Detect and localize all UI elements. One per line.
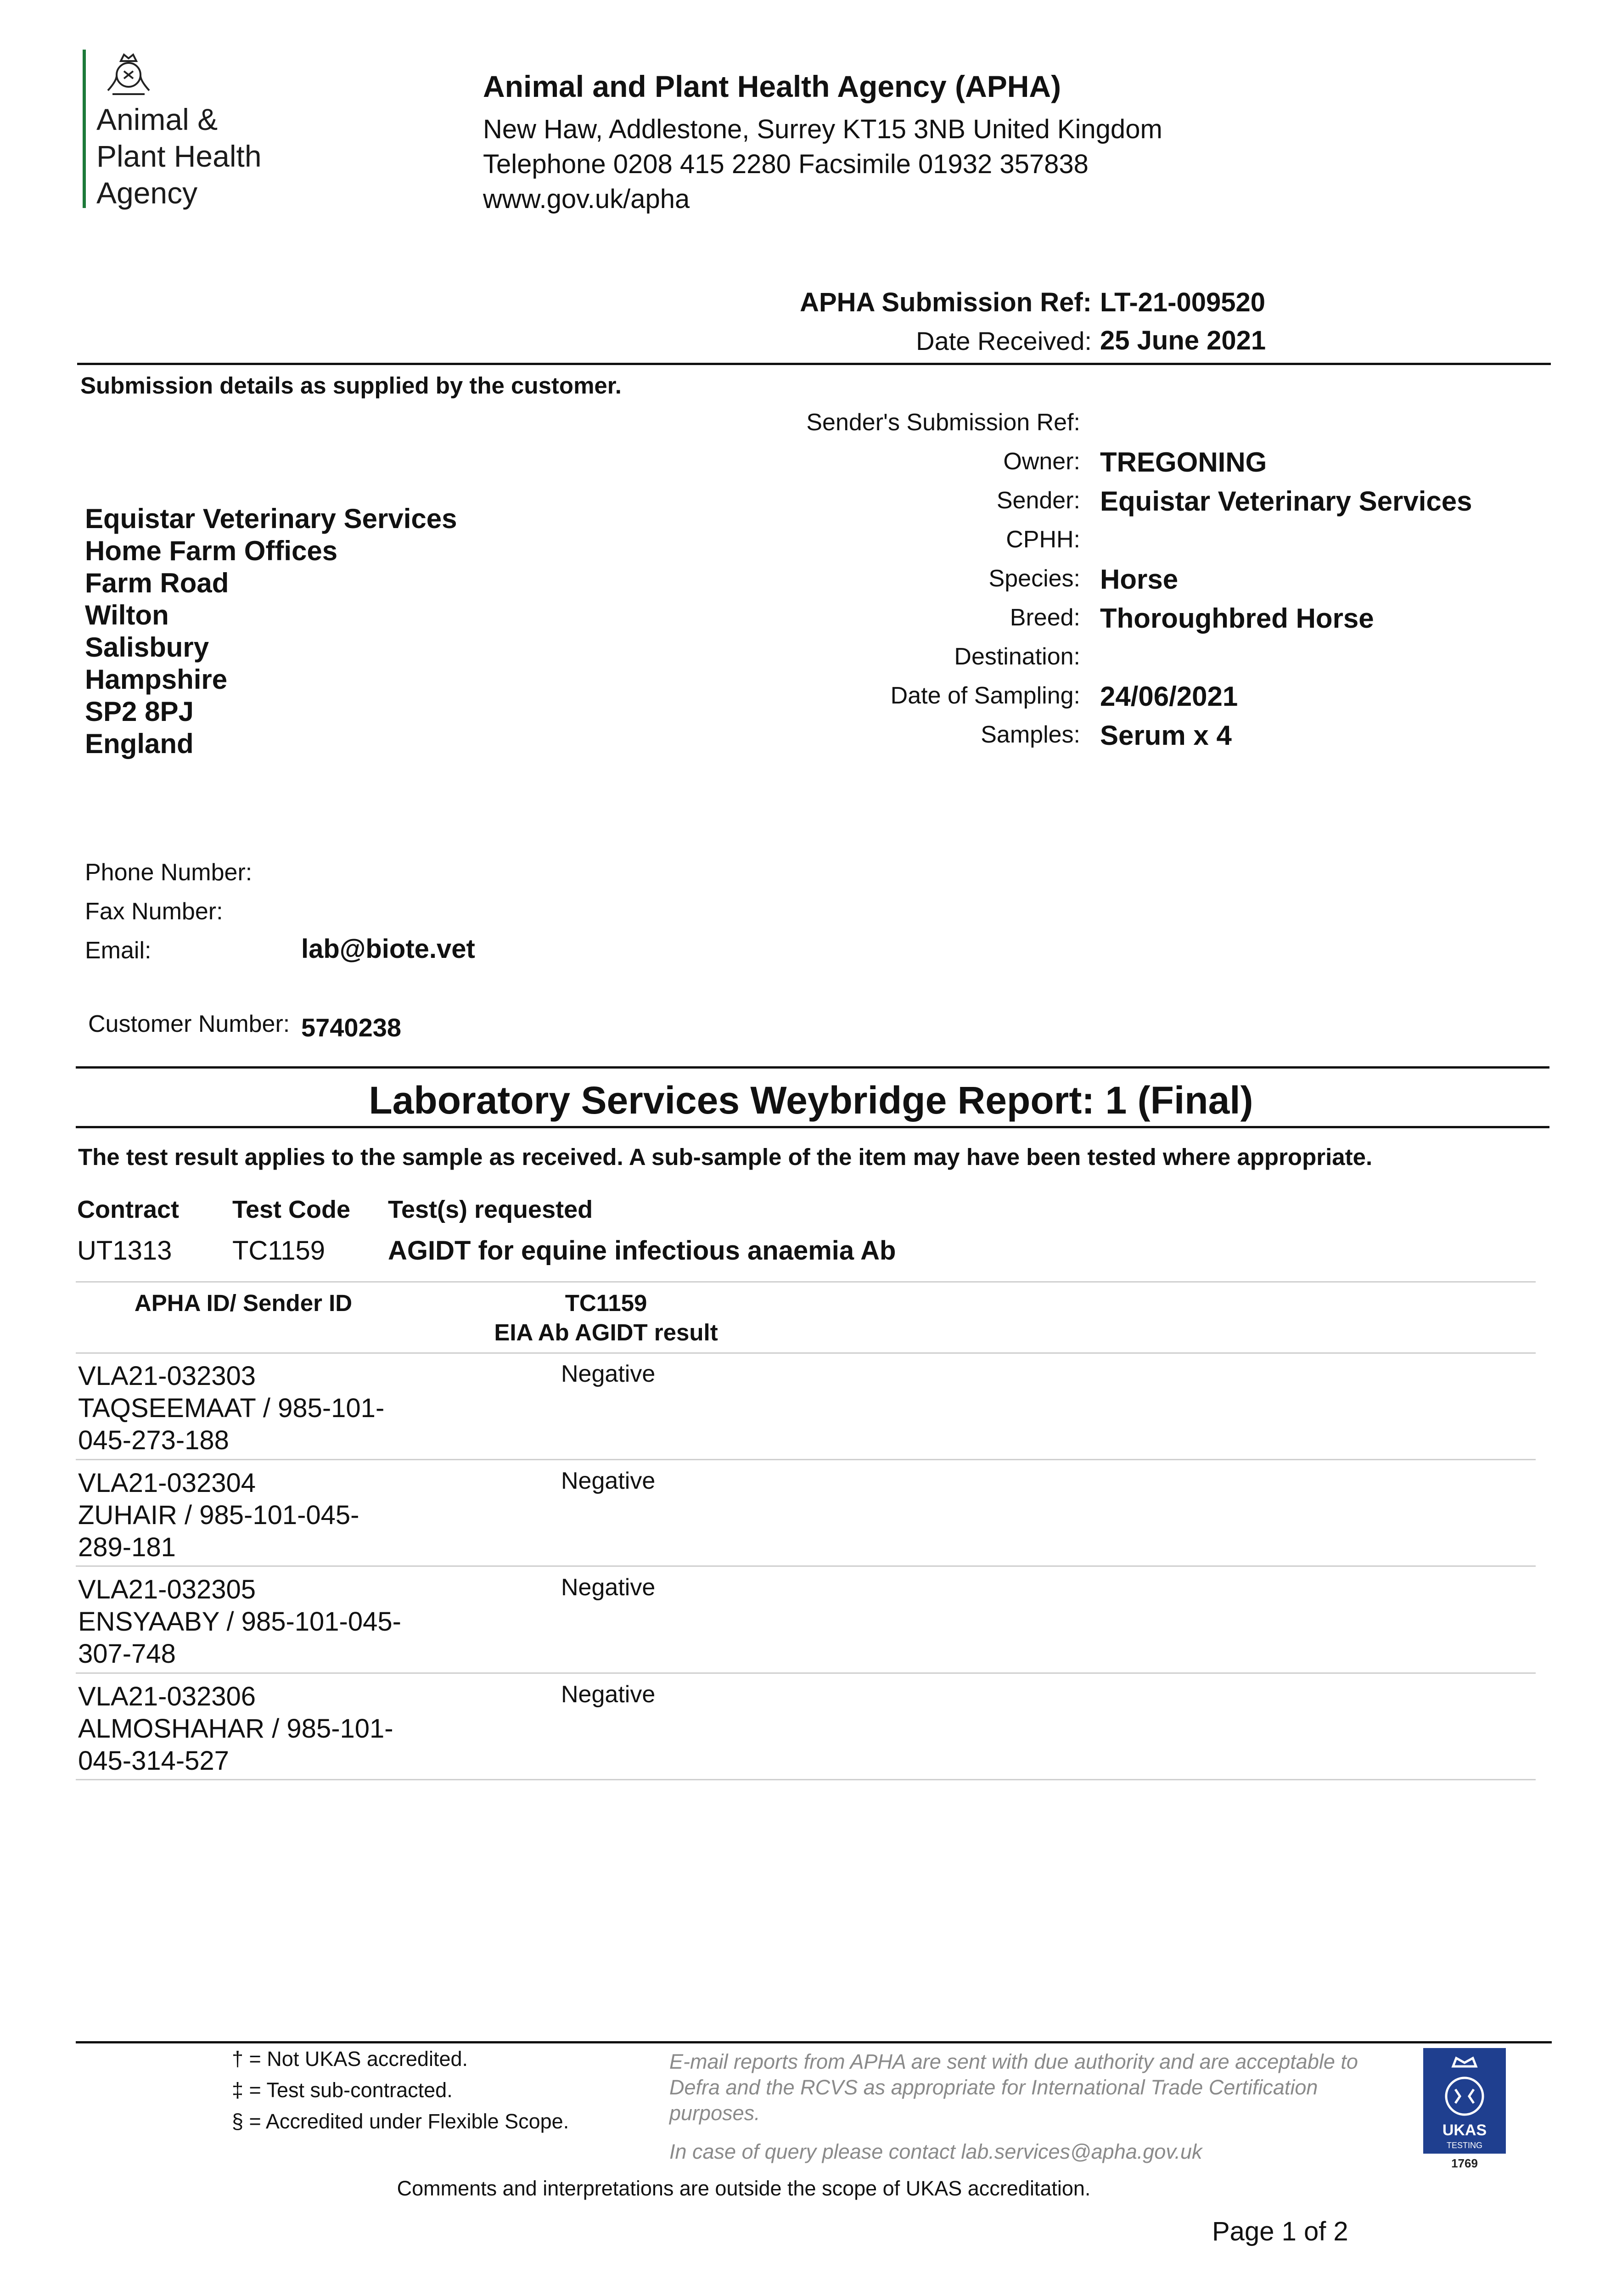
address-line: Salisbury: [85, 632, 209, 663]
table-row: [78, 1467, 491, 1564]
report-title: Laboratory Services Weybridge Report: 1 (Final): [369, 1079, 1253, 1122]
divider: [76, 1459, 1536, 1460]
divider: [76, 1281, 1536, 1283]
detail-value: Horse: [1100, 564, 1179, 595]
detail-label: Samples:: [981, 721, 1080, 748]
result-header-name: EIA Ab AGIDT result: [494, 1319, 718, 1345]
agency-logo: [96, 101, 298, 211]
tests-requested-header: Test(s) requested: [388, 1196, 593, 1223]
royal-crest-icon: [99, 48, 158, 99]
sender-id: ENSYAABY / 985-101-045-: [78, 1607, 401, 1637]
detail-label: Date of Sampling:: [890, 682, 1080, 709]
detail-label: Sender:: [996, 487, 1080, 514]
customer-number-value: 5740238: [301, 1013, 402, 1042]
address-line: Farm Road: [85, 568, 229, 598]
result-value: Negative: [561, 1681, 656, 1708]
detail-label: Sender's Submission Ref:: [806, 409, 1080, 436]
test-code-header: Test Code: [232, 1196, 351, 1223]
submission-ref-label: APHA Submission Ref:: [800, 287, 1092, 317]
test-name-value: AGIDT for equine infectious anaemia Ab: [388, 1236, 896, 1266]
result-value: Negative: [561, 1468, 656, 1494]
divider: [76, 2041, 1552, 2043]
agency-name: Animal and Plant Health Agency (APHA): [483, 69, 1061, 103]
sender-id: 307-748: [78, 1639, 176, 1669]
divider: [76, 1126, 1549, 1128]
address-line: SP2 8PJ: [85, 696, 194, 727]
sender-id: 045-314-527: [78, 1746, 229, 1776]
ukas-label: UKAS: [1442, 2122, 1487, 2139]
apha-id: VLA21-032306: [78, 1682, 256, 1711]
contract-value: UT1313: [77, 1236, 172, 1266]
detail-value: Thoroughbred Horse: [1100, 603, 1374, 634]
query-note: In case of query please contact lab.services@apha.gov.uk: [669, 2140, 1202, 2163]
address-line: Equistar Veterinary Services: [85, 503, 457, 534]
agency-address: New Haw, Addlestone, Surrey KT15 3NB United Kingdom: [483, 114, 1162, 144]
email-label: Email:: [85, 937, 152, 964]
agency-website[interactable]: www.gov.uk/apha: [483, 184, 690, 214]
apha-id: VLA21-032304: [78, 1468, 256, 1498]
apha-id: VLA21-032305: [78, 1575, 256, 1604]
footnote-subcontracted: ‡ = Test sub-contracted.: [232, 2078, 453, 2102]
logo-line: Agency: [96, 176, 198, 210]
detail-label: Species:: [988, 565, 1080, 592]
date-received-value: 25 June 2021: [1100, 326, 1266, 355]
ukas-testing-mark-icon: [1423, 2048, 1506, 2172]
submission-note: Submission details as supplied by the customer.: [80, 372, 622, 399]
agency-telephone: Telephone 0208 415 2280 Facsimile 01932 357838: [483, 149, 1089, 179]
footnote-not-ukas: † = Not UKAS accredited.: [232, 2047, 468, 2071]
table-row: [78, 1681, 491, 1777]
detail-value: Equistar Veterinary Services: [1100, 486, 1472, 517]
address-line: Wilton: [85, 600, 169, 630]
divider: [76, 1565, 1536, 1567]
divider: [76, 1066, 1549, 1069]
divider: [77, 363, 1551, 365]
address-line: Home Farm Offices: [85, 535, 338, 566]
divider: [76, 1352, 1536, 1354]
comments-note: Comments and interpretations are outside the scope of UKAS accreditation.: [397, 2177, 1091, 2200]
table-row: [78, 1360, 491, 1457]
fax-label: Fax Number:: [85, 898, 223, 925]
detail-value: Serum x 4: [1100, 720, 1232, 751]
table-row: [78, 1574, 491, 1670]
footnote-flexible-scope: § = Accredited under Flexible Scope.: [232, 2110, 569, 2133]
phone-label: Phone Number:: [85, 859, 253, 886]
contract-header: Contract: [77, 1196, 180, 1223]
sender-id: ZUHAIR / 985-101-045-: [78, 1500, 359, 1530]
apha-id: VLA21-032303: [78, 1361, 256, 1391]
email-reports-note: E-mail reports from APHA are sent with due authority and are acceptable to Defra and the RCVS as appropriate for International Trade Certification purposes.: [669, 2050, 1358, 2125]
date-received-label: Date Received:: [916, 326, 1092, 355]
logo-line: Animal &: [96, 102, 218, 136]
result-value: Negative: [561, 1574, 656, 1601]
detail-label: Owner:: [1003, 448, 1080, 475]
result-value: Negative: [561, 1361, 656, 1387]
ukas-number: 1769: [1451, 2156, 1478, 2170]
detail-label: CPHH:: [1006, 526, 1080, 553]
detail-label: Breed:: [1010, 604, 1080, 631]
divider: [76, 1779, 1536, 1780]
detail-label: Destination:: [954, 643, 1080, 670]
customer-number-label: Customer Number:: [88, 1011, 290, 1037]
submission-ref-value: LT-21-009520: [1100, 287, 1266, 317]
logo-bar: [83, 50, 86, 208]
divider: [76, 1672, 1536, 1674]
sender-id: ALMOSHAHAR / 985-101-: [78, 1714, 393, 1744]
page-number: Page 1 of 2: [1212, 2217, 1348, 2246]
applies-note: The test result applies to the sample as received. A sub-sample of the item may have been tested where appropriate.: [78, 1144, 1373, 1170]
test-code-value: TC1159: [232, 1236, 326, 1266]
detail-value: TREGONING: [1100, 447, 1267, 478]
address-line: England: [85, 728, 194, 759]
id-header: APHA ID/ Sender ID: [134, 1290, 353, 1316]
sender-id: TAQSEEMAAT / 985-101-: [78, 1393, 385, 1423]
address-line: Hampshire: [85, 664, 228, 695]
sender-id: 045-273-188: [78, 1425, 229, 1455]
email-value[interactable]: lab@biote.vet: [301, 934, 475, 964]
ukas-sub-label: TESTING: [1446, 2141, 1483, 2150]
detail-value: 24/06/2021: [1100, 681, 1238, 712]
result-header-code: TC1159: [565, 1290, 647, 1316]
logo-line: Plant Health: [96, 139, 262, 173]
sender-id: 289-181: [78, 1532, 176, 1562]
